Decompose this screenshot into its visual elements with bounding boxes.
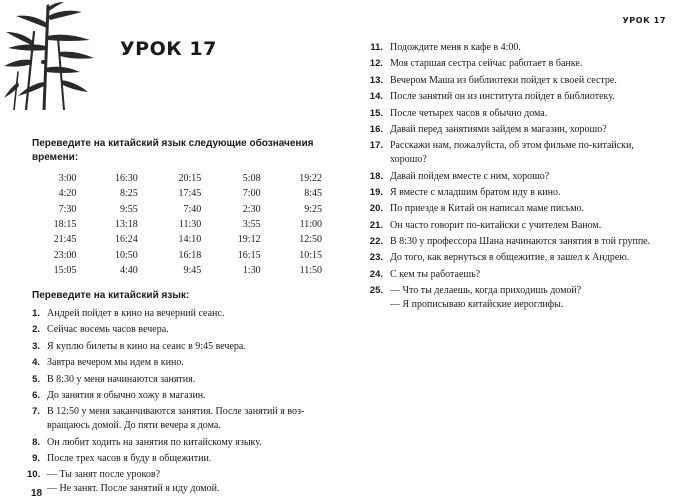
time-cell: 4:20	[58, 188, 77, 200]
item-line: После трех часов я буду в общежитии.	[47, 452, 212, 464]
list-item	[27, 323, 327, 337]
time-cell: 13:18	[115, 219, 138, 231]
time-cell: 21:45	[53, 234, 77, 246]
time-cell: 11:50	[299, 264, 322, 276]
item-text	[383, 219, 681, 233]
item-line: Давай перед занятиями зайдем в магазин, хорошо?	[390, 123, 607, 135]
item-text	[383, 57, 681, 71]
item-line: Давай пойдем вместе с ним, хорошо?	[390, 170, 550, 182]
item-line: вращаюсь домой. До пяти вечера я дома.	[47, 420, 221, 432]
item-text	[40, 340, 327, 354]
time-cell: 18:15	[53, 219, 77, 231]
item-line: Завтра вечером мы идем в кино.	[47, 357, 184, 369]
item-number: 2.	[32, 324, 40, 336]
time-cell: 4:40	[120, 264, 138, 276]
item-number: 20.	[369, 203, 383, 215]
item-text	[383, 170, 681, 184]
item-line: В 8:30 у меня начинаются занятия.	[47, 373, 196, 385]
item-line: Расскажи нам, пожалуйста, об этом фильме по-китайски,	[390, 140, 634, 152]
list-item	[359, 170, 681, 184]
item-text	[383, 268, 681, 282]
list-item	[359, 251, 681, 265]
page-number: 18	[31, 488, 43, 499]
item-text	[383, 139, 681, 167]
time-cell: 20:15	[178, 173, 202, 185]
time-cell: 16:30	[115, 173, 138, 185]
list-item	[359, 219, 681, 233]
running-header: УРОК 17	[622, 16, 666, 25]
item-number: 14.	[369, 91, 383, 103]
right-page	[343, 0, 686, 504]
list-item	[359, 74, 681, 88]
item-line: — Что ты делаешь, когда приходишь домой?	[390, 285, 582, 297]
item-line: Моя старшая сестра сейчас работает в банке.	[390, 58, 583, 70]
item-text	[383, 41, 681, 55]
item-text	[40, 405, 327, 433]
item-number: 9.	[32, 452, 40, 464]
item-text	[40, 468, 327, 496]
list-item	[27, 436, 327, 450]
item-line: В 8:30 у профессора Шана начинаются занятия в той группе.	[390, 236, 651, 248]
item-number: 1.	[32, 308, 40, 319]
item-line: После занятий он из института пойдет в библиотеку.	[390, 91, 615, 103]
item-number: 16.	[369, 123, 383, 135]
item-text	[383, 74, 681, 88]
item-number: 3.	[32, 340, 40, 352]
item-number: 4.	[32, 357, 40, 369]
item-line: Подождите меня в кафе в 4:00.	[390, 42, 521, 53]
item-text	[383, 235, 681, 249]
item-line: — Ты занят после уроков?	[47, 469, 161, 481]
time-row	[32, 171, 322, 186]
item-text	[383, 107, 681, 121]
list-item	[359, 57, 681, 71]
time-cell: 16:15	[237, 249, 261, 261]
time-cell: 10:15	[299, 249, 322, 261]
time-cell: 2:30	[242, 203, 261, 215]
item-number: 22.	[369, 236, 383, 248]
time-cell: 8:25	[120, 188, 138, 200]
item-number: 25.	[369, 285, 383, 297]
item-number: 21.	[369, 219, 383, 231]
time-cell: 5:08	[242, 173, 261, 185]
list-item	[359, 284, 681, 312]
time-cell: 19:22	[299, 173, 322, 185]
item-number: 19.	[369, 186, 383, 198]
item-text	[40, 436, 327, 450]
time-row	[32, 186, 322, 201]
time-cell: 14:10	[178, 234, 202, 246]
item-number: 6.	[32, 389, 40, 401]
time-table	[32, 171, 322, 278]
item-text	[383, 186, 681, 200]
item-text	[40, 323, 327, 337]
item-line: С кем ты работаешь?	[390, 268, 481, 280]
list-item	[359, 268, 681, 282]
item-line: До занятия я обычно хожу в магазин.	[47, 389, 206, 401]
list-item	[27, 356, 327, 370]
item-line: Я вместе с младшим братом иду в кино.	[390, 186, 561, 198]
time-cell: 11:00	[299, 219, 322, 231]
item-text	[383, 284, 681, 312]
list-item	[359, 139, 681, 167]
list-item	[359, 123, 681, 137]
item-line: Андрей пойдет в кино на вечерний сеанс.	[47, 308, 225, 319]
time-row	[32, 247, 322, 262]
item-line: — Я прописываю китайские иероглифы.	[390, 299, 564, 311]
time-cell: 9:45	[183, 264, 202, 276]
item-number: 24.	[369, 268, 383, 280]
list-item	[27, 340, 327, 354]
time-cell: 7:30	[58, 203, 77, 215]
time-row	[32, 232, 322, 247]
item-text	[383, 123, 681, 137]
list-item	[27, 307, 327, 321]
item-text	[40, 373, 327, 387]
item-line: Я куплю билеты в кино на сеанс в 9:45 вечера.	[47, 340, 246, 352]
time-cell: 9:25	[304, 203, 322, 215]
item-line: По приезде в Китай он написал маме письмо.	[390, 203, 585, 215]
time-cell: 19:12	[237, 234, 261, 246]
item-line: В 12:50 у меня заканчиваются занятия. После занятий я воз-	[47, 406, 305, 418]
time-cell: 11:30	[178, 219, 202, 231]
lesson-title: УРОК 17	[120, 38, 217, 60]
list-item	[359, 235, 681, 249]
item-text	[383, 202, 681, 216]
item-number: 10.	[27, 469, 41, 481]
sentence-list-right	[359, 41, 681, 314]
list-item	[359, 107, 681, 121]
list-item	[27, 389, 327, 403]
task1-instruction: Переведите на китайский язык следующие обозначения времени:	[32, 138, 314, 163]
item-line: Сейчас восемь часов вечера.	[47, 324, 169, 336]
list-item	[27, 452, 327, 466]
item-number: 7.	[32, 406, 40, 418]
time-cell: 17:45	[178, 188, 202, 200]
item-line: Он часто говорит по-китайски с учителем Ваном.	[390, 219, 602, 231]
item-line: — Не занят. После занятий я иду домой.	[47, 483, 220, 495]
list-item	[359, 41, 681, 55]
list-item	[27, 405, 327, 433]
item-text	[40, 452, 327, 466]
time-cell: 8:45	[304, 188, 322, 200]
item-line: Вечером Маша из библиотеки пойдет к своей сестре.	[390, 74, 617, 86]
item-text	[40, 389, 327, 403]
item-line: После четырех часов я обычно дома.	[390, 107, 548, 119]
item-number: 18.	[369, 170, 383, 182]
time-cell: 3:00	[58, 173, 77, 185]
item-number: 23.	[369, 252, 383, 264]
item-text	[40, 356, 327, 370]
item-text	[40, 307, 327, 321]
item-number: 17.	[369, 140, 383, 152]
list-item	[359, 186, 681, 200]
list-item	[359, 202, 681, 216]
task2-instruction: Переведите на китайский язык:	[32, 290, 190, 301]
time-cell: 3:55	[242, 219, 261, 231]
list-item	[27, 468, 327, 496]
item-number: 13.	[369, 74, 383, 86]
time-row	[32, 202, 322, 217]
time-cell: 15:05	[53, 264, 77, 276]
time-row	[32, 217, 322, 232]
time-cell: 16:18	[178, 249, 202, 261]
item-number: 8.	[32, 436, 40, 448]
item-line: Он любит ходить на занятия по китайскому языку.	[47, 436, 262, 448]
time-row	[32, 263, 322, 278]
list-item	[359, 90, 681, 104]
time-cell: 16:24	[115, 234, 138, 246]
item-line: До того, как вернуться в общежитие, я зашел к Андрею.	[390, 252, 630, 264]
time-cell: 7:40	[183, 203, 202, 215]
time-cell: 7:00	[242, 188, 261, 200]
item-text	[383, 90, 681, 104]
time-cell: 9:55	[120, 203, 138, 215]
list-item	[27, 373, 327, 387]
time-cell: 23:00	[53, 249, 77, 261]
time-cell: 10:50	[115, 249, 138, 261]
sentence-list-left	[27, 307, 327, 499]
item-number: 11.	[370, 42, 383, 53]
item-number: 5.	[32, 373, 40, 385]
bamboo-illustration-icon	[4, 2, 96, 110]
item-text	[383, 251, 681, 265]
item-line: хорошо?	[390, 154, 427, 166]
item-number: 12.	[369, 58, 383, 70]
time-cell: 12:50	[299, 234, 322, 246]
time-cell: 1:30	[242, 264, 261, 276]
item-number: 15.	[369, 107, 383, 119]
